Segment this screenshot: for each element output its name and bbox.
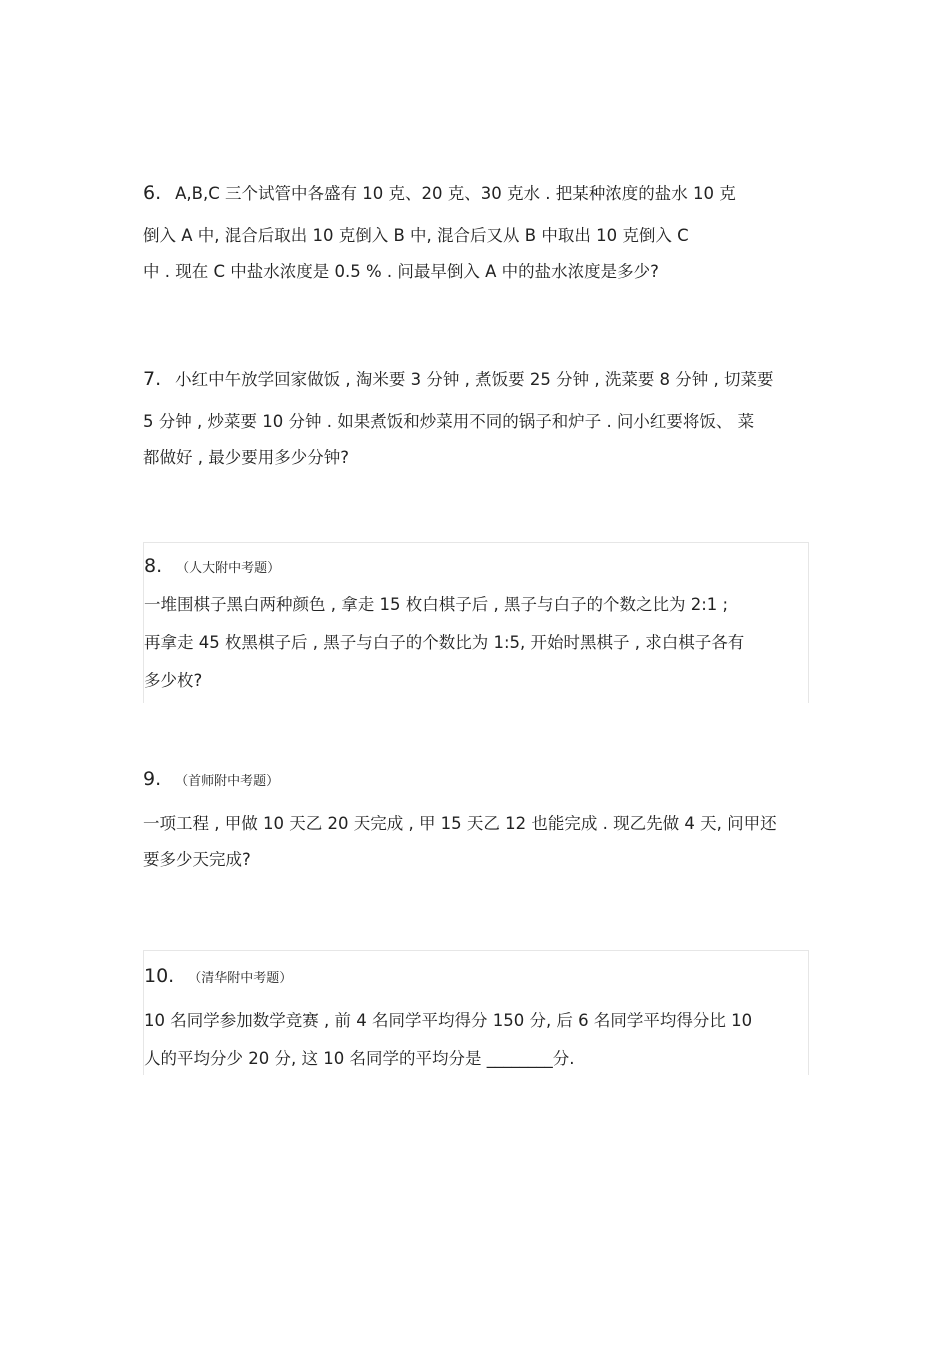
problem-header bbox=[144, 965, 808, 990]
problem-text: 小红中午放学回家做饭 , 淘米要 3 分钟 , 煮饭要 25 分钟 , 洗菜要 8 分钟 , 切菜要 bbox=[175, 370, 774, 389]
problem-text: 5 分钟 , 炒菜要 10 分钟 . 如果煮饭和炒菜用不同的锅子和炉子 . 问小红要将饭、 菜 bbox=[143, 412, 755, 431]
problem-text: A,B,C 三个试管中各盛有 10 克、20 克、30 克水 . 把某种浓度的盐水 10 克 bbox=[175, 184, 736, 203]
problem-9 bbox=[143, 768, 808, 871]
problem-number: 6. bbox=[143, 182, 162, 204]
problem-line bbox=[143, 368, 808, 391]
problem-source: （人大附中考题） bbox=[176, 561, 281, 576]
problem-text: 一堆围棋子黑白两种颜色 , 拿走 15 枚白棋子后 , 黑子与白子的个数之比为 2:1 ; bbox=[144, 595, 729, 614]
problem-header bbox=[144, 555, 808, 580]
problem-text: 中 . 现在 C 中盐水浓度是 0.5 % . 问最早倒入 A 中的盐水浓度是多少? bbox=[143, 262, 659, 281]
problem-number: 10. bbox=[144, 965, 175, 987]
problem-text: 一项工程 , 甲做 10 天乙 20 天完成 , 甲 15 天乙 12 也能完成 . 现乙先做 4 天, 问甲还 bbox=[143, 814, 777, 833]
problem-7 bbox=[143, 368, 808, 469]
problem-number: 8. bbox=[144, 555, 163, 577]
problem-header bbox=[143, 768, 808, 793]
problem-line bbox=[143, 182, 808, 205]
problem-text: 人的平均分少 20 分, 这 10 名同学的平均分是 ________分. bbox=[144, 1049, 575, 1068]
problem-text: 多少枚? bbox=[144, 671, 203, 690]
problem-text: 再拿走 45 枚黑棋子后 , 黑子与白子的个数比为 1:5, 开始时黑棋子 , 求白棋子各有 bbox=[144, 633, 745, 652]
problem-text: 10 名同学参加数学竞赛 , 前 4 名同学平均得分 150 分, 后 6 名同学平均得分比 10 bbox=[144, 1011, 753, 1030]
problem-text: 要多少天完成? bbox=[143, 850, 251, 869]
problem-10 bbox=[143, 950, 809, 1075]
problem-8 bbox=[143, 542, 809, 703]
problem-number: 7. bbox=[143, 368, 162, 390]
problem-source: （首师附中考题） bbox=[175, 774, 280, 789]
problem-text: 都做好 , 最少要用多少分钟? bbox=[143, 448, 349, 467]
problem-6 bbox=[143, 182, 808, 283]
problem-source: （清华附中考题） bbox=[188, 971, 293, 986]
problem-number: 9. bbox=[143, 768, 162, 790]
problem-text: 倒入 A 中, 混合后取出 10 克倒入 B 中, 混合后又从 B 中取出 10 克倒入 C bbox=[143, 226, 689, 245]
